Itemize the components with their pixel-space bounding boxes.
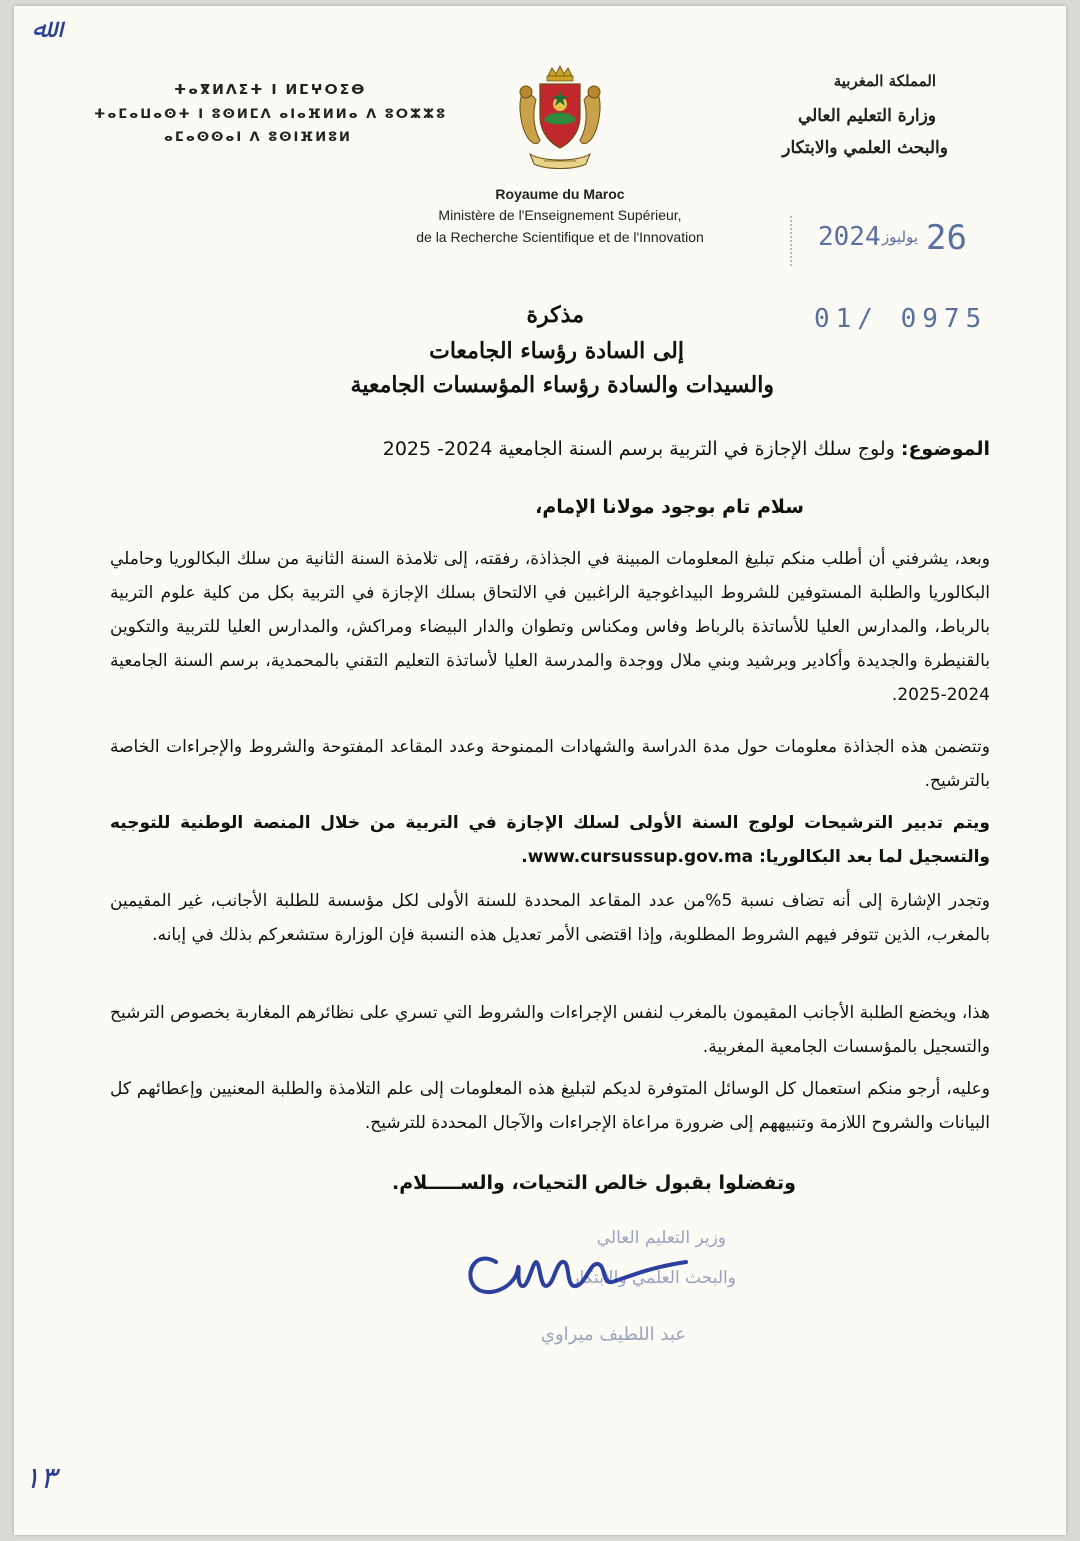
closing-salutation: وتفضلوا بقبول خالص التحيات، والســـــلام. [392,1172,796,1194]
date-stamp-day: 26 [926,218,967,258]
subject-line [290,438,990,460]
body-paragraph-4: وتجدر الإشارة إلى أنه تضاف نسبة 5%من عدد المقاعد المحددة للسنة الأولى لكل مؤسسة للطلبة الأجانب، غير المقيمين بالمغرب، الذين تتوفر فيهم الشروط المطلوبة، وإذا اقتضى الأمر تعديل هذه النسبة فإن الوزارة ستشعركم بذلك في إبانه. [110,891,990,945]
coat-of-arms-emblem [512,64,608,174]
header-kingdom-ar: المملكة المغربية [833,72,936,90]
date-stamp-month: يوليوز [882,228,919,246]
header-research-ar: والبحث العلمي والابتكار [782,138,948,158]
tifinagh-line-1: ⵜⴰⴳⵍⴷⵉⵜ ⵏ ⵍⵎⵖⵔⵉⴱ [174,82,367,98]
corner-mark-bottom: ١٣ [24,1461,57,1496]
tifinagh-line-2: ⵜⴰⵎⴰⵡⴰⵙⵜ ⵏ ⵓⵙⵍⵎⴷ ⴰⵏⴰⴼⵍⵍⴰ ⴷ ⵓⵔⵣⵣⵓ [94,107,448,122]
header-research-fr: de la Recherche Scientifique et de l'Innovation [416,229,704,245]
header-ministry-fr: Ministère de l'Enseignement Supérieur, [438,207,682,223]
memo-recipients-line-2: والسيدات والسادة رؤساء المؤسسات الجامعية [350,372,774,398]
memo-title: مذكرة [526,302,584,328]
body-paragraph-3: ويتم تدبير الترشيحات لولوج السنة الأولى لسلك الإجازة في التربية من خلال المنصة الوطنية للتوجيه والتسجيل لما بعد البكالوريا: www.cursussup.gov.ma. [110,813,990,867]
greeting: سلام تام بوجود مولانا الإمام، [535,496,804,518]
date-stamp-year: 2024 [818,222,881,252]
body-paragraph-5: هذا، ويخضع الطلبة الأجانب المقيمون بالمغرب لنفس الإجراءات والشروط التي تسري على نظائرهم المغاربة بخصوص الترشيح والتسجيل بالمؤسسات الجامعية المغربية. [110,1003,990,1057]
subject-label: الموضوع: [900,438,990,460]
document-page [14,6,1066,1535]
tifinagh-line-3: ⴰⵎⴰⵙⵙⴰⵏ ⴷ ⵓⵙⵏⴼⵍⵓⵍ [164,130,352,145]
signature-stamp-title: وزير التعليم العالي [596,1228,726,1248]
handwritten-signature [456,1232,696,1312]
header-kingdom-fr: Royaume du Maroc [495,186,625,202]
stamp-separator [790,216,792,266]
corner-mark-top: ﷲ [32,14,48,44]
signatory-name: عبد اللطيف ميراوي [540,1324,686,1345]
reference-number-stamp: 01/ 0975 [814,304,988,334]
memo-recipients-line-1: إلى السادة رؤساء الجامعات [429,338,684,364]
body-paragraph-6: وعليه، أرجو منكم استعمال كل الوسائل المتوفرة لديكم لتبليغ هذه المعلومات إلى علم التلامذة والطلبة المعنيين وإعطائهم كل البيانات والشروح اللازمة وتنبيههم إلى ضرورة مراعاة الإجراءات والآجال المحددة للترشيح. [110,1079,990,1133]
signature-stamp-ministry: والبحث العلمي والابتكار [571,1268,736,1288]
header-ministry-ar: وزارة التعليم العالي [797,106,936,126]
body-paragraph-2: وتتضمن هذه الجذاذة معلومات حول مدة الدراسة والشهادات الممنوحة وعدد المقاعد المفتوحة والشروط والإجراءات الخاصة بالترشيح. [110,737,990,791]
body-paragraph-1: وبعد، يشرفني أن أطلب منكم تبليغ المعلومات المبينة في الجذاذة، رفقته، إلى تلامذة السنة الثانية من سلك البكالوريا وحاملي البكالوريا والطلبة المستوفين للشروط البيداغوجية الراغبين في الالتحاق بسلك الإجازة في التربية بكل من كلية علوم التربية بالرباط، والمدارس العليا للأساتذة بالرباط وفاس ومكناس وتطوان والدار البيضاء ومراكش، والمدارس العليا للتربية والتكوين بالقنيطرة والجديدة وأكادير وبرشيد وبني ملال ووجدة والمدرسة العليا لأساتذة التعليم التقني بالمحمدية، برسم السنة الجامعية 2024-2025. [110,549,990,705]
subject-text: ولوج سلك الإجازة في التربية برسم السنة الجامعية 2024- 2025 [382,438,895,460]
